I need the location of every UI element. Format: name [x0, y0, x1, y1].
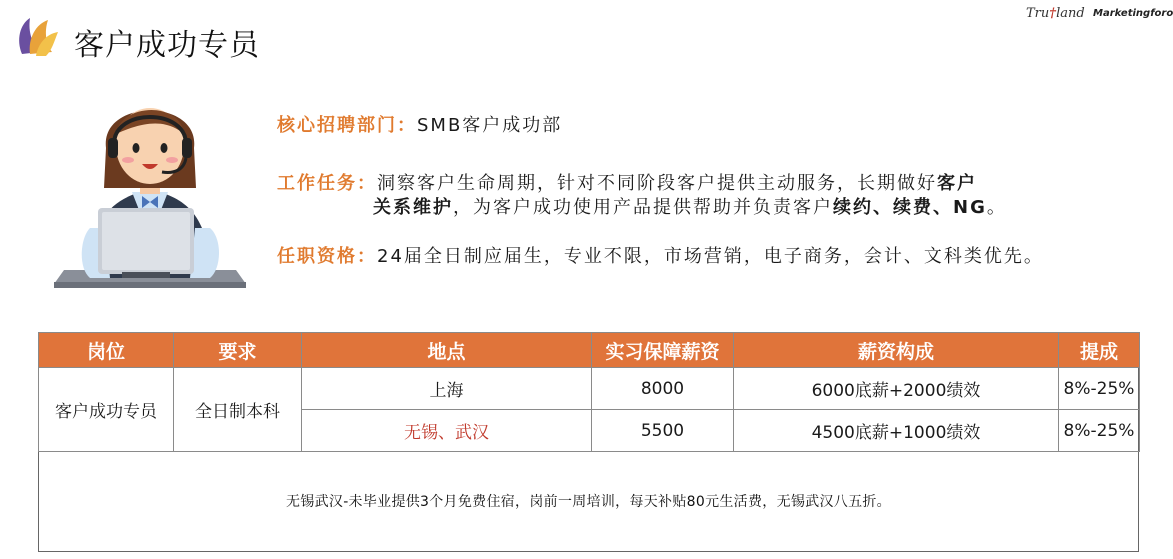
header-position: 岗位: [39, 333, 174, 368]
department-label: 核心招聘部门：: [277, 115, 417, 136]
customer-service-agent-illustration: [50, 78, 250, 290]
table-header-row: [39, 333, 1140, 368]
commission-cell: 8%-25%: [1059, 410, 1140, 452]
header-composition: 薪资构成: [734, 333, 1059, 368]
requirement-cell: 全日制本科: [174, 368, 302, 452]
header-commission: 提成: [1059, 333, 1140, 368]
qualification-label: 任职资格：: [277, 246, 377, 267]
table-note: 无锡武汉-未毕业提供3个月免费住宿，岗前一周培训，每天补贴80元生活费，无锡武汉八五折。: [286, 494, 891, 510]
commission-cell: 8%-25%: [1059, 368, 1140, 410]
task-line-1: 工作任务：洞察客户生命周期，针对不同阶段客户提供主动服务，长期做好客户: [277, 173, 977, 194]
composition-cell: 6000底薪+2000绩效: [734, 368, 1059, 410]
department-value: SMB客户成功部: [417, 115, 563, 136]
header-location: 地点: [302, 333, 592, 368]
task-label: 工作任务：: [277, 173, 377, 194]
marketingforo-logo: Marketingforo: [1093, 8, 1173, 19]
qualification-line: [277, 242, 1044, 268]
header-requirement: 要求: [174, 333, 302, 368]
task-line-2: 关系维护，为客户成功使用产品提供帮助并负责客户续约、续费、NG。: [373, 197, 1007, 218]
truland-logo: Tru†land: [1026, 6, 1085, 21]
page-title: 客户成功专员: [74, 28, 260, 63]
department-line: [277, 111, 562, 137]
composition-cell: 4500底薪+1000绩效: [734, 410, 1059, 452]
table-row: [39, 368, 1140, 410]
location-cell: 上海: [302, 368, 592, 410]
position-cell: 客户成功专员: [39, 368, 174, 452]
header-salary: 实习保障薪资: [592, 333, 734, 368]
location-cell: 无锡、武汉: [302, 410, 592, 452]
leaf-logo-icon: [14, 14, 60, 60]
salary-cell: 8000: [592, 368, 734, 410]
job-table: [38, 332, 1140, 452]
salary-cell: 5500: [592, 410, 734, 452]
qualification-value: 24届全日制应届生，专业不限，市场营销，电子商务，会计、文科类优先。: [377, 246, 1044, 267]
